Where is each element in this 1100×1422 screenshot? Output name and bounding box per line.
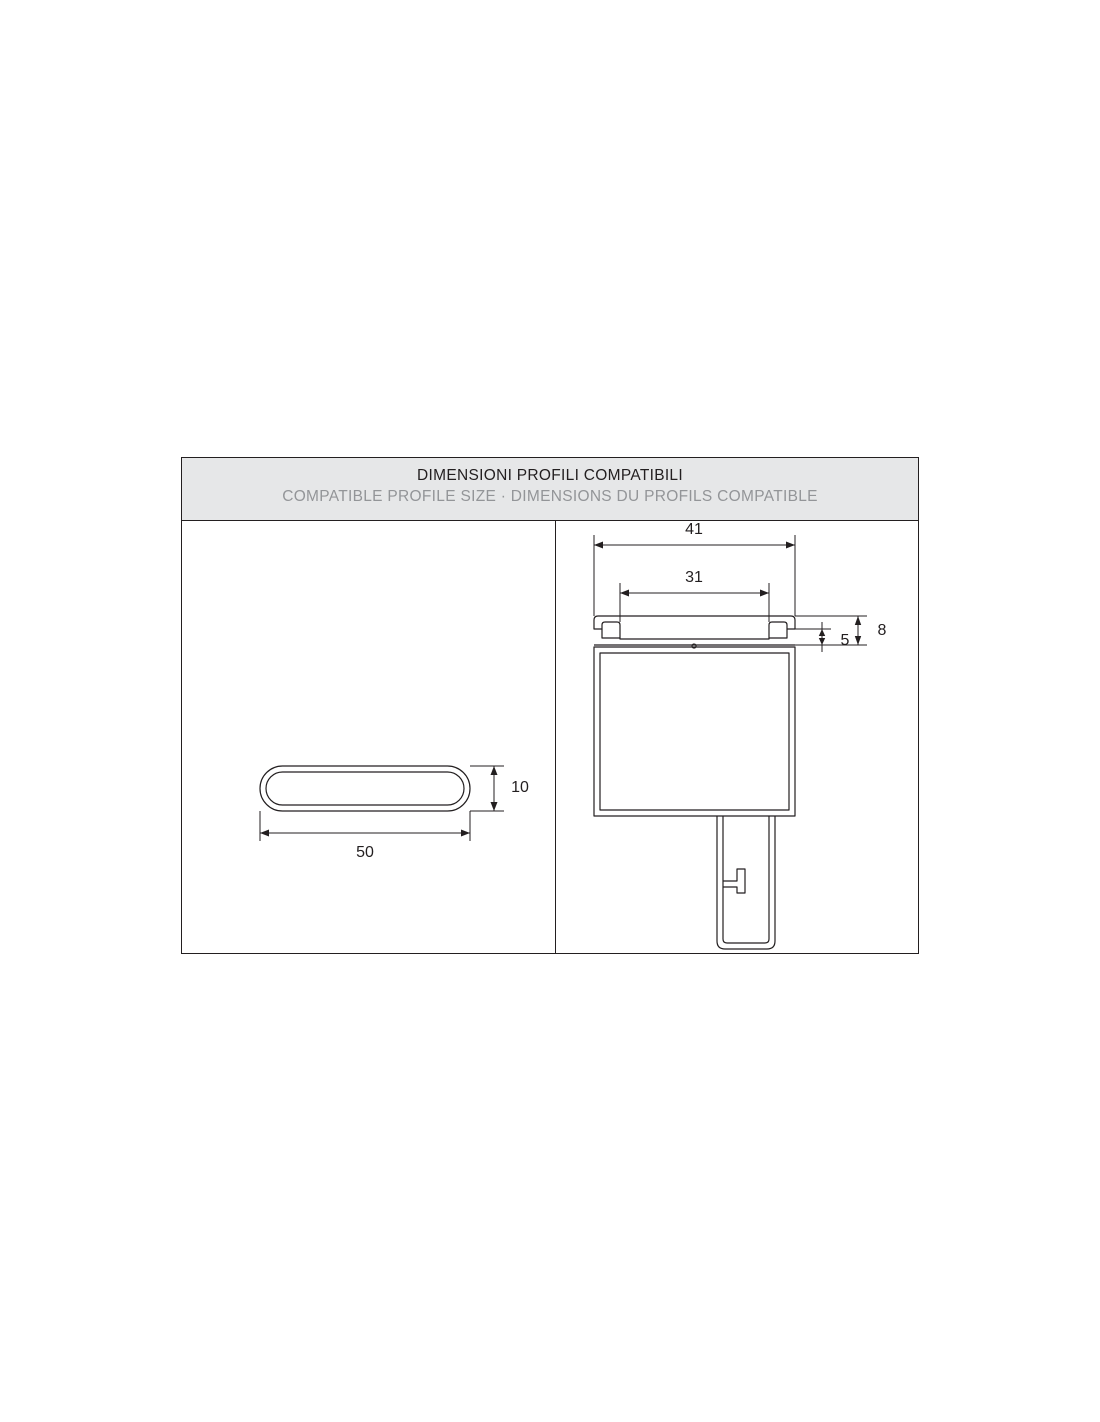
panel-body [182, 521, 918, 954]
dimension-width-50-label: 50 [356, 844, 374, 862]
dimension-height-10 [470, 766, 529, 811]
dimension-top-8-label: 8 [877, 622, 887, 640]
compatible-profile-panel [181, 457, 919, 954]
right-drawing [555, 521, 920, 954]
dimension-overall-41-label: 41 [685, 521, 703, 539]
dimension-lip-5-label: 5 [840, 632, 850, 650]
dimension-inner-31 [620, 569, 769, 622]
left-drawing [182, 521, 555, 954]
oval-profile-outline [260, 766, 470, 811]
panel-header [182, 458, 918, 521]
panel-subtitle-translations: COMPATIBLE PROFILE SIZE · DIMENSIONS DU PROFILS COMPATIBLE [282, 487, 818, 505]
dimension-inner-31-label: 31 [685, 569, 703, 587]
dimension-width-50 [260, 811, 470, 861]
panel-title-italian: DIMENSIONI PROFILI COMPATIBILI [417, 467, 683, 484]
dimension-height-10-label: 10 [511, 779, 529, 797]
dimension-lip-5 [795, 622, 850, 652]
rail-profile-outline [594, 616, 795, 949]
